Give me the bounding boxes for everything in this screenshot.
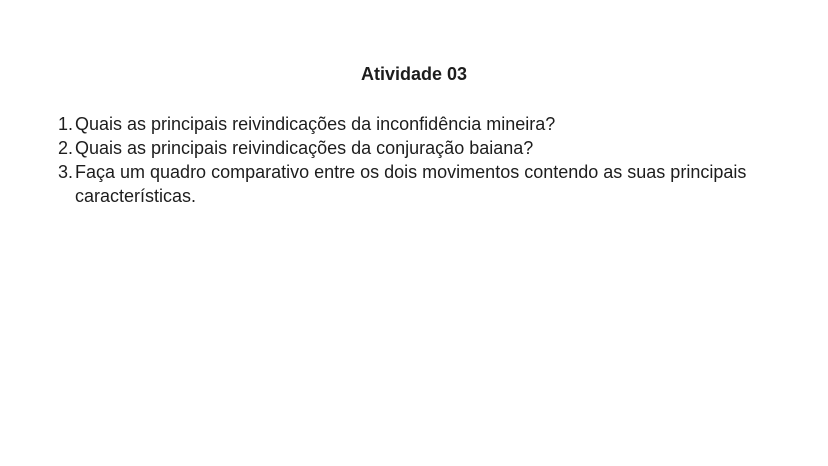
list-item [58,136,782,160]
page-title: Atividade 03 [360,64,468,84]
question-list [58,112,782,208]
list-item [58,160,782,208]
question-text: Quais as principais reivindicações da inconfidência mineira? [75,114,556,134]
question-text: Faça um quadro comparativo entre os dois movimentos contendo as suas principais características. [75,162,747,206]
question-text: Quais as principais reivindicações da conjuração baiana? [75,138,534,158]
list-item [58,112,782,136]
list-item-number: 2. [58,138,74,158]
list-item-number: 1. [58,114,74,134]
list-item-number: 3. [58,162,74,182]
